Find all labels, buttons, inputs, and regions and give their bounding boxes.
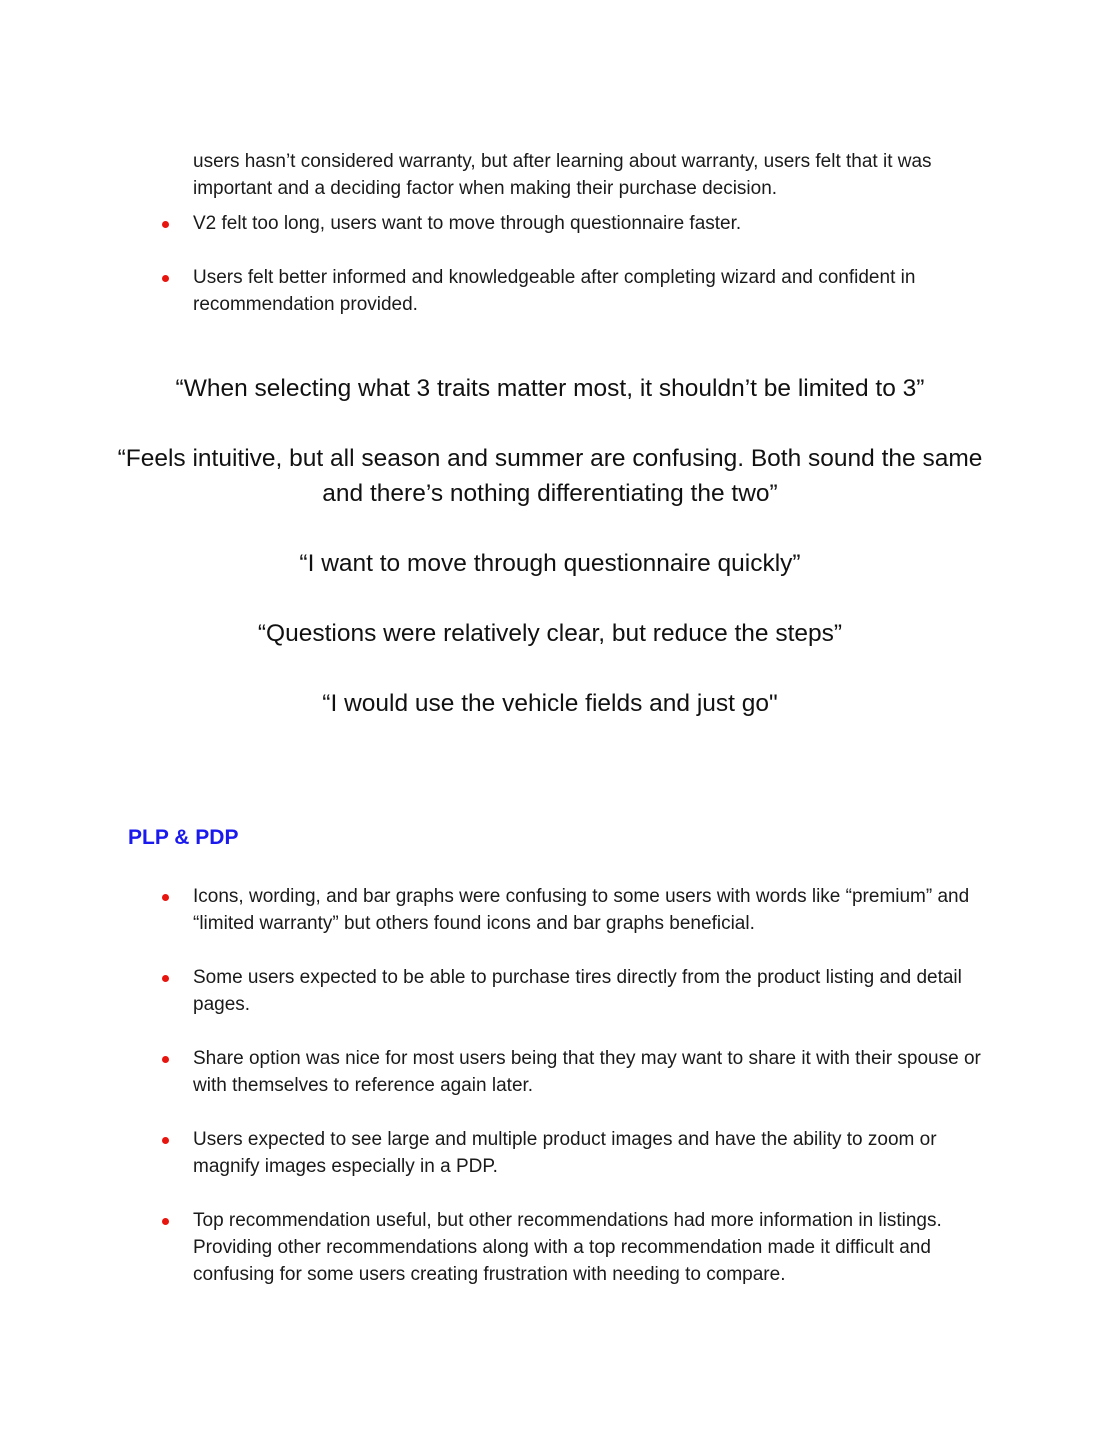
list-item xyxy=(0,210,983,237)
user-quote: “When selecting what 3 traits matter most, it shouldn’t be limited to 3” xyxy=(175,375,925,402)
list-item-text: Share option was nice for most users being that they may want to share it with their spouse or with themselves to reference again later. xyxy=(193,1048,981,1096)
bullet-dot-icon xyxy=(162,221,169,228)
user-quote: “I want to move through questionnaire quickly” xyxy=(299,550,801,577)
list-item-text: V2 felt too long, users want to move through questionnaire faster. xyxy=(193,213,742,234)
list-item xyxy=(0,1126,983,1180)
bullet-dot-icon xyxy=(162,1137,169,1144)
user-quote: “Feels intuitive, but all season and summer are confusing. Both sound the same and there’s nothing differentiating the two” xyxy=(117,445,983,507)
list-item xyxy=(0,1207,983,1288)
list-item xyxy=(0,883,983,937)
findings-list-top xyxy=(0,210,1100,345)
findings-list-plp-pdp xyxy=(0,883,1100,1315)
user-quote: “I would use the vehicle fields and just go" xyxy=(322,690,778,717)
section-heading-plp-pdp: PLP & PDP xyxy=(128,826,239,849)
user-quote: “Questions were relatively clear, but reduce the steps” xyxy=(257,620,843,647)
list-item xyxy=(0,964,983,1018)
intro-continuation-text: users hasn’t considered warranty, but after learning about warranty, users felt that it was important and a deciding factor when making their purchase decision. xyxy=(193,151,932,199)
bullet-dot-icon xyxy=(162,275,169,282)
list-item-text: Some users expected to be able to purchase tires directly from the product listing and detail pages. xyxy=(193,967,962,1015)
bullet-dot-icon xyxy=(162,1056,169,1063)
user-quotes xyxy=(110,371,990,756)
bullet-dot-icon xyxy=(162,1218,169,1225)
list-item-text: Users felt better informed and knowledgeable after completing wizard and confident in recommendation provided. xyxy=(193,267,916,315)
bullet-dot-icon xyxy=(162,975,169,982)
list-item-text: Top recommendation useful, but other recommendations had more information in listings. Providing other recommendations along with a top recommendation made it difficult and confusing for some users creating frustration with needing to compare. xyxy=(193,1210,942,1285)
list-item xyxy=(0,1045,983,1099)
list-item-text: Users expected to see large and multiple product images and have the ability to zoom or magnify images especially in a PDP. xyxy=(193,1129,937,1177)
list-item-text: Icons, wording, and bar graphs were confusing to some users with words like “premium” and “limited warranty” but others found icons and bar graphs beneficial. xyxy=(193,886,970,934)
bullet-dot-icon xyxy=(162,894,169,901)
list-item xyxy=(0,264,983,318)
